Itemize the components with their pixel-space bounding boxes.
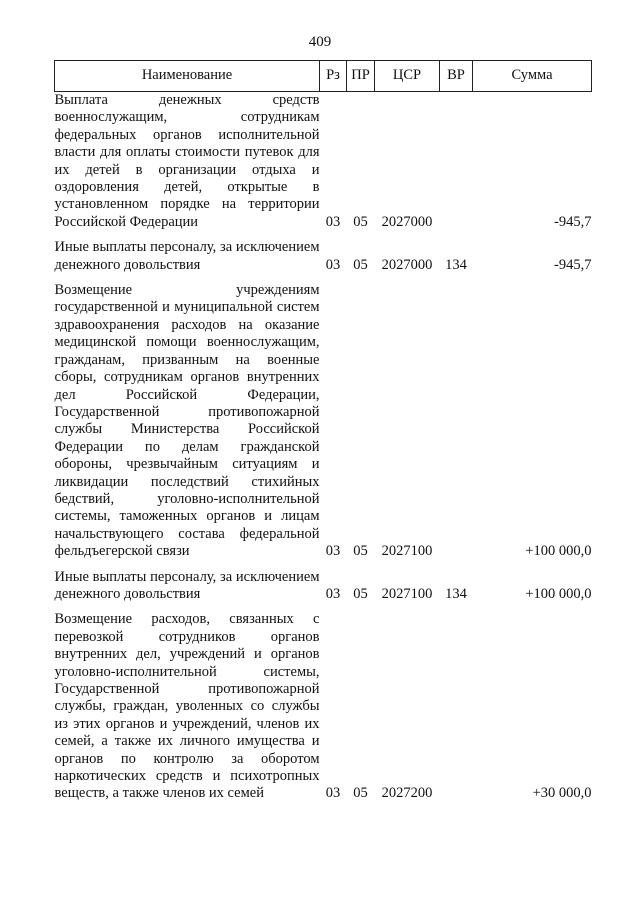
header-sum: Сумма (473, 61, 592, 92)
row-rz: 03 (325, 543, 341, 560)
row-name: Иные выплаты персоналу, за исключением денежного довольствия (54, 239, 320, 273)
row-rz: 03 (325, 585, 341, 602)
row-sum: +100 000,0 (525, 585, 592, 602)
row-vr (440, 92, 473, 232)
row-pr: 05 (353, 543, 368, 560)
table-row (55, 561, 592, 604)
row-pr: 05 (353, 256, 368, 273)
table-row (55, 603, 592, 802)
row-vr (440, 274, 473, 561)
row-pr: 05 (353, 585, 368, 602)
row-csr: 2027100 (381, 585, 433, 602)
row-sum: +100 000,0 (525, 543, 592, 560)
row-name: Иные выплаты персоналу, за исключением денежного довольствия (54, 568, 320, 602)
page-number: 409 (308, 34, 332, 50)
header-csr: ЦСР (375, 61, 440, 92)
row-name: Выплата денежных средств военнослужащим, сотрудникам федеральных органов исполнительной власти для оплаты стоимости путевок для их детей в организации отдыха и оздоровления детей, открытые в установленном порядке на территории Российской Федерации (54, 92, 320, 230)
table-row (55, 274, 592, 561)
table-header-row (55, 61, 592, 92)
row-vr: 134 (445, 256, 467, 273)
row-rz: 03 (325, 213, 341, 230)
row-sum: +30 000,0 (532, 785, 592, 802)
row-csr: 2027000 (381, 256, 433, 273)
header-rz: Рз (320, 61, 347, 92)
row-pr: 05 (353, 785, 368, 802)
row-name: Возмещение расходов, связанных с перевозкой сотрудников органов внутренних дел, учреждений и органов уголовно-исполнительной системы, Государственной противопожарной службы, граждан, уволенных со службы из этих органов и учреждений, членов их семей, а также их личного имущества и органов по контролю за оборотом наркотических средств и психотропных веществ, а также членов их семей (54, 611, 320, 802)
row-csr: 2027000 (381, 213, 433, 230)
row-vr (440, 603, 473, 802)
header-vr: ВР (440, 61, 473, 92)
row-sum: -945,7 (554, 213, 592, 230)
row-rz: 03 (325, 785, 341, 802)
row-csr: 2027100 (381, 543, 433, 560)
table-row (55, 92, 592, 232)
row-rz: 03 (325, 256, 341, 273)
row-pr: 05 (353, 213, 368, 230)
row-csr: 2027200 (381, 785, 433, 802)
header-name: Наименование (55, 61, 320, 92)
row-name: Возмещение учреждениям государственной и муниципальной систем здравоохранения расходов на оказание медицинской помощи военнослужащим, гражданам, призванным на военные сборы, сотрудникам органов внутренних дел Российской Федерации, Государственной противопожарной службы Министерства Российской Федерации по делам гражданской обороны, чрезвычайным ситуациям и ликвидации последствий стихийных бедствий, уголовно-исполнительной системы, таможенных органов и лицам начальствующего состава федеральной фельдъегерской связи (54, 282, 320, 560)
table-row (55, 231, 592, 274)
row-vr: 134 (445, 585, 467, 602)
row-sum: -945,7 (554, 256, 592, 273)
header-pr: ПР (347, 61, 375, 92)
budget-table (54, 60, 592, 803)
